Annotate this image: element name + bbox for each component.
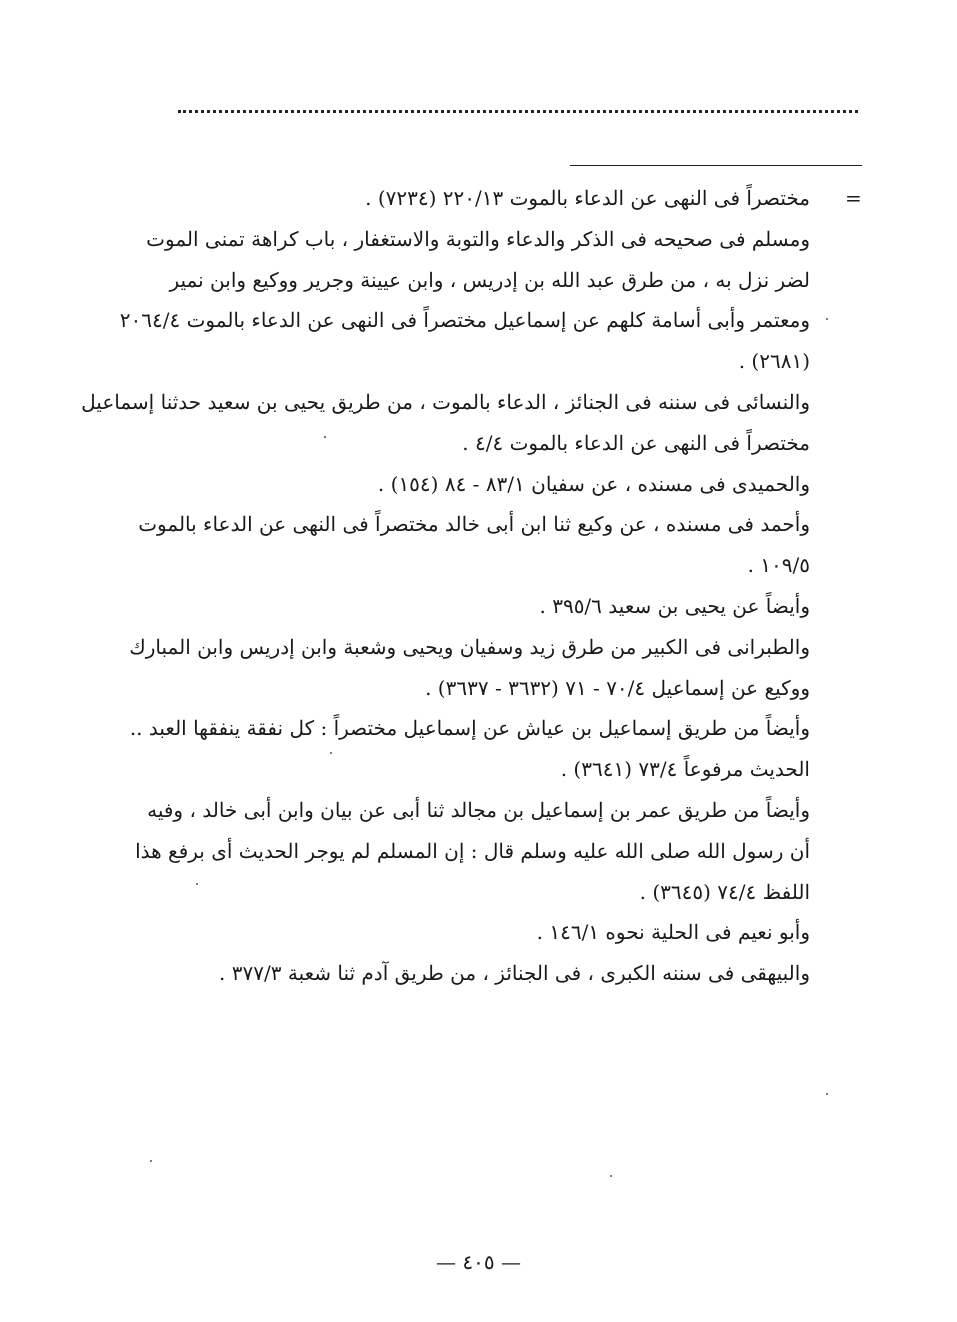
footnote-line: وأيضاً من طريق إسماعيل بن عياش عن إسماعيل مختصراً : كل نفقة ينفقها العبد .. (129, 716, 810, 741)
scan-speck (324, 436, 326, 438)
footnote-line: وأحمد فى مسنده ، عن وكيع ثنا ابن أبى خالد مختصراً فى النهى عن الدعاء بالموت (138, 512, 810, 537)
scan-speck (150, 1160, 152, 1162)
footnote-line: أن رسول الله صلى الله عليه وسلم قال : إن المسلم لم يوجر الحديث أى برفع هذا (135, 838, 810, 863)
footnote-line: ١٠٩/٥ . (747, 553, 810, 578)
footnote-line: والطبرانى فى الكبير من طرق زيد وسفيان ويحيى وشعبة وابن إدريس وابن المبارك (129, 634, 810, 659)
footnote-line: (٢٦٨١) . (738, 349, 810, 374)
footnote-line: وأيضاً عن يحيى بن سعيد ٣٩٥/٦ . (539, 593, 810, 618)
footnote-line: ومعتمر وأبى أسامة كلهم عن إسماعيل مختصراً فى النهى عن الدعاء بالموت ٢٠٦٤/٤ (119, 308, 810, 333)
footnote-body (81, 178, 810, 994)
footnote-line: ومسلم فى صحيحه فى الذكر والدعاء والتوبة والاستغفار ، باب كراهة تمنى الموت (146, 226, 810, 251)
footnote-line: وأبو نعيم فى الحلية نحوه ١٤٦/١ . (536, 920, 810, 945)
footnote-line: اللفظ ٧٤/٤ (٣٦٤٥) . (639, 879, 810, 904)
scan-speck (330, 752, 332, 754)
footnote-line: والحميدى فى مسنده ، عن سفيان ٨٣/١ - ٨٤ (١٥٤) . (377, 471, 810, 496)
dotted-separator (178, 110, 858, 113)
footnote-separator-rule (570, 165, 862, 166)
footnote-line: والنسائى فى سننه فى الجنائز ، الدعاء بالموت ، من طريق يحيى بن سعيد حدثنا إسماعيل (81, 389, 810, 414)
footnote-line: ووكيع عن إسماعيل ٧٠/٤ - ٧١ (٣٦٣٢ - ٣٦٣٧) . (425, 675, 810, 700)
page-number: — ٤٠٥ — (436, 1250, 521, 1274)
footnote-line: وأيضاً من طريق عمر بن إسماعيل بن مجالد ثنا أبى عن بيان وابن أبى خالد ، وفيه (147, 797, 810, 822)
footnote-line: الحديث مرفوعاً ٧٣/٤ (٣٦٤١) . (560, 757, 810, 782)
scan-speck (826, 318, 828, 320)
footnote-line: مختصراً فى النهى عن الدعاء بالموت ٢٢٠/١٣ (٧٢٣٤) . (365, 186, 810, 210)
footnote-continuation-mark: = (845, 186, 862, 210)
footnote-line: لضر نزل به ، من طرق عبد الله بن إدريس ، وابن عيينة وجرير ووكيع وابن نمير (169, 267, 810, 292)
footnote-line: مختصراً فى النهى عن الدعاء بالموت ٤/٤ . (462, 430, 810, 455)
scan-speck (196, 883, 198, 885)
scan-speck (826, 1093, 828, 1095)
footnote-line: والبيهقى فى سننه الكبرى ، فى الجنائز ، من طريق آدم ثنا شعبة ٣٧٧/٣ . (219, 961, 810, 986)
scan-speck (610, 1175, 612, 1177)
